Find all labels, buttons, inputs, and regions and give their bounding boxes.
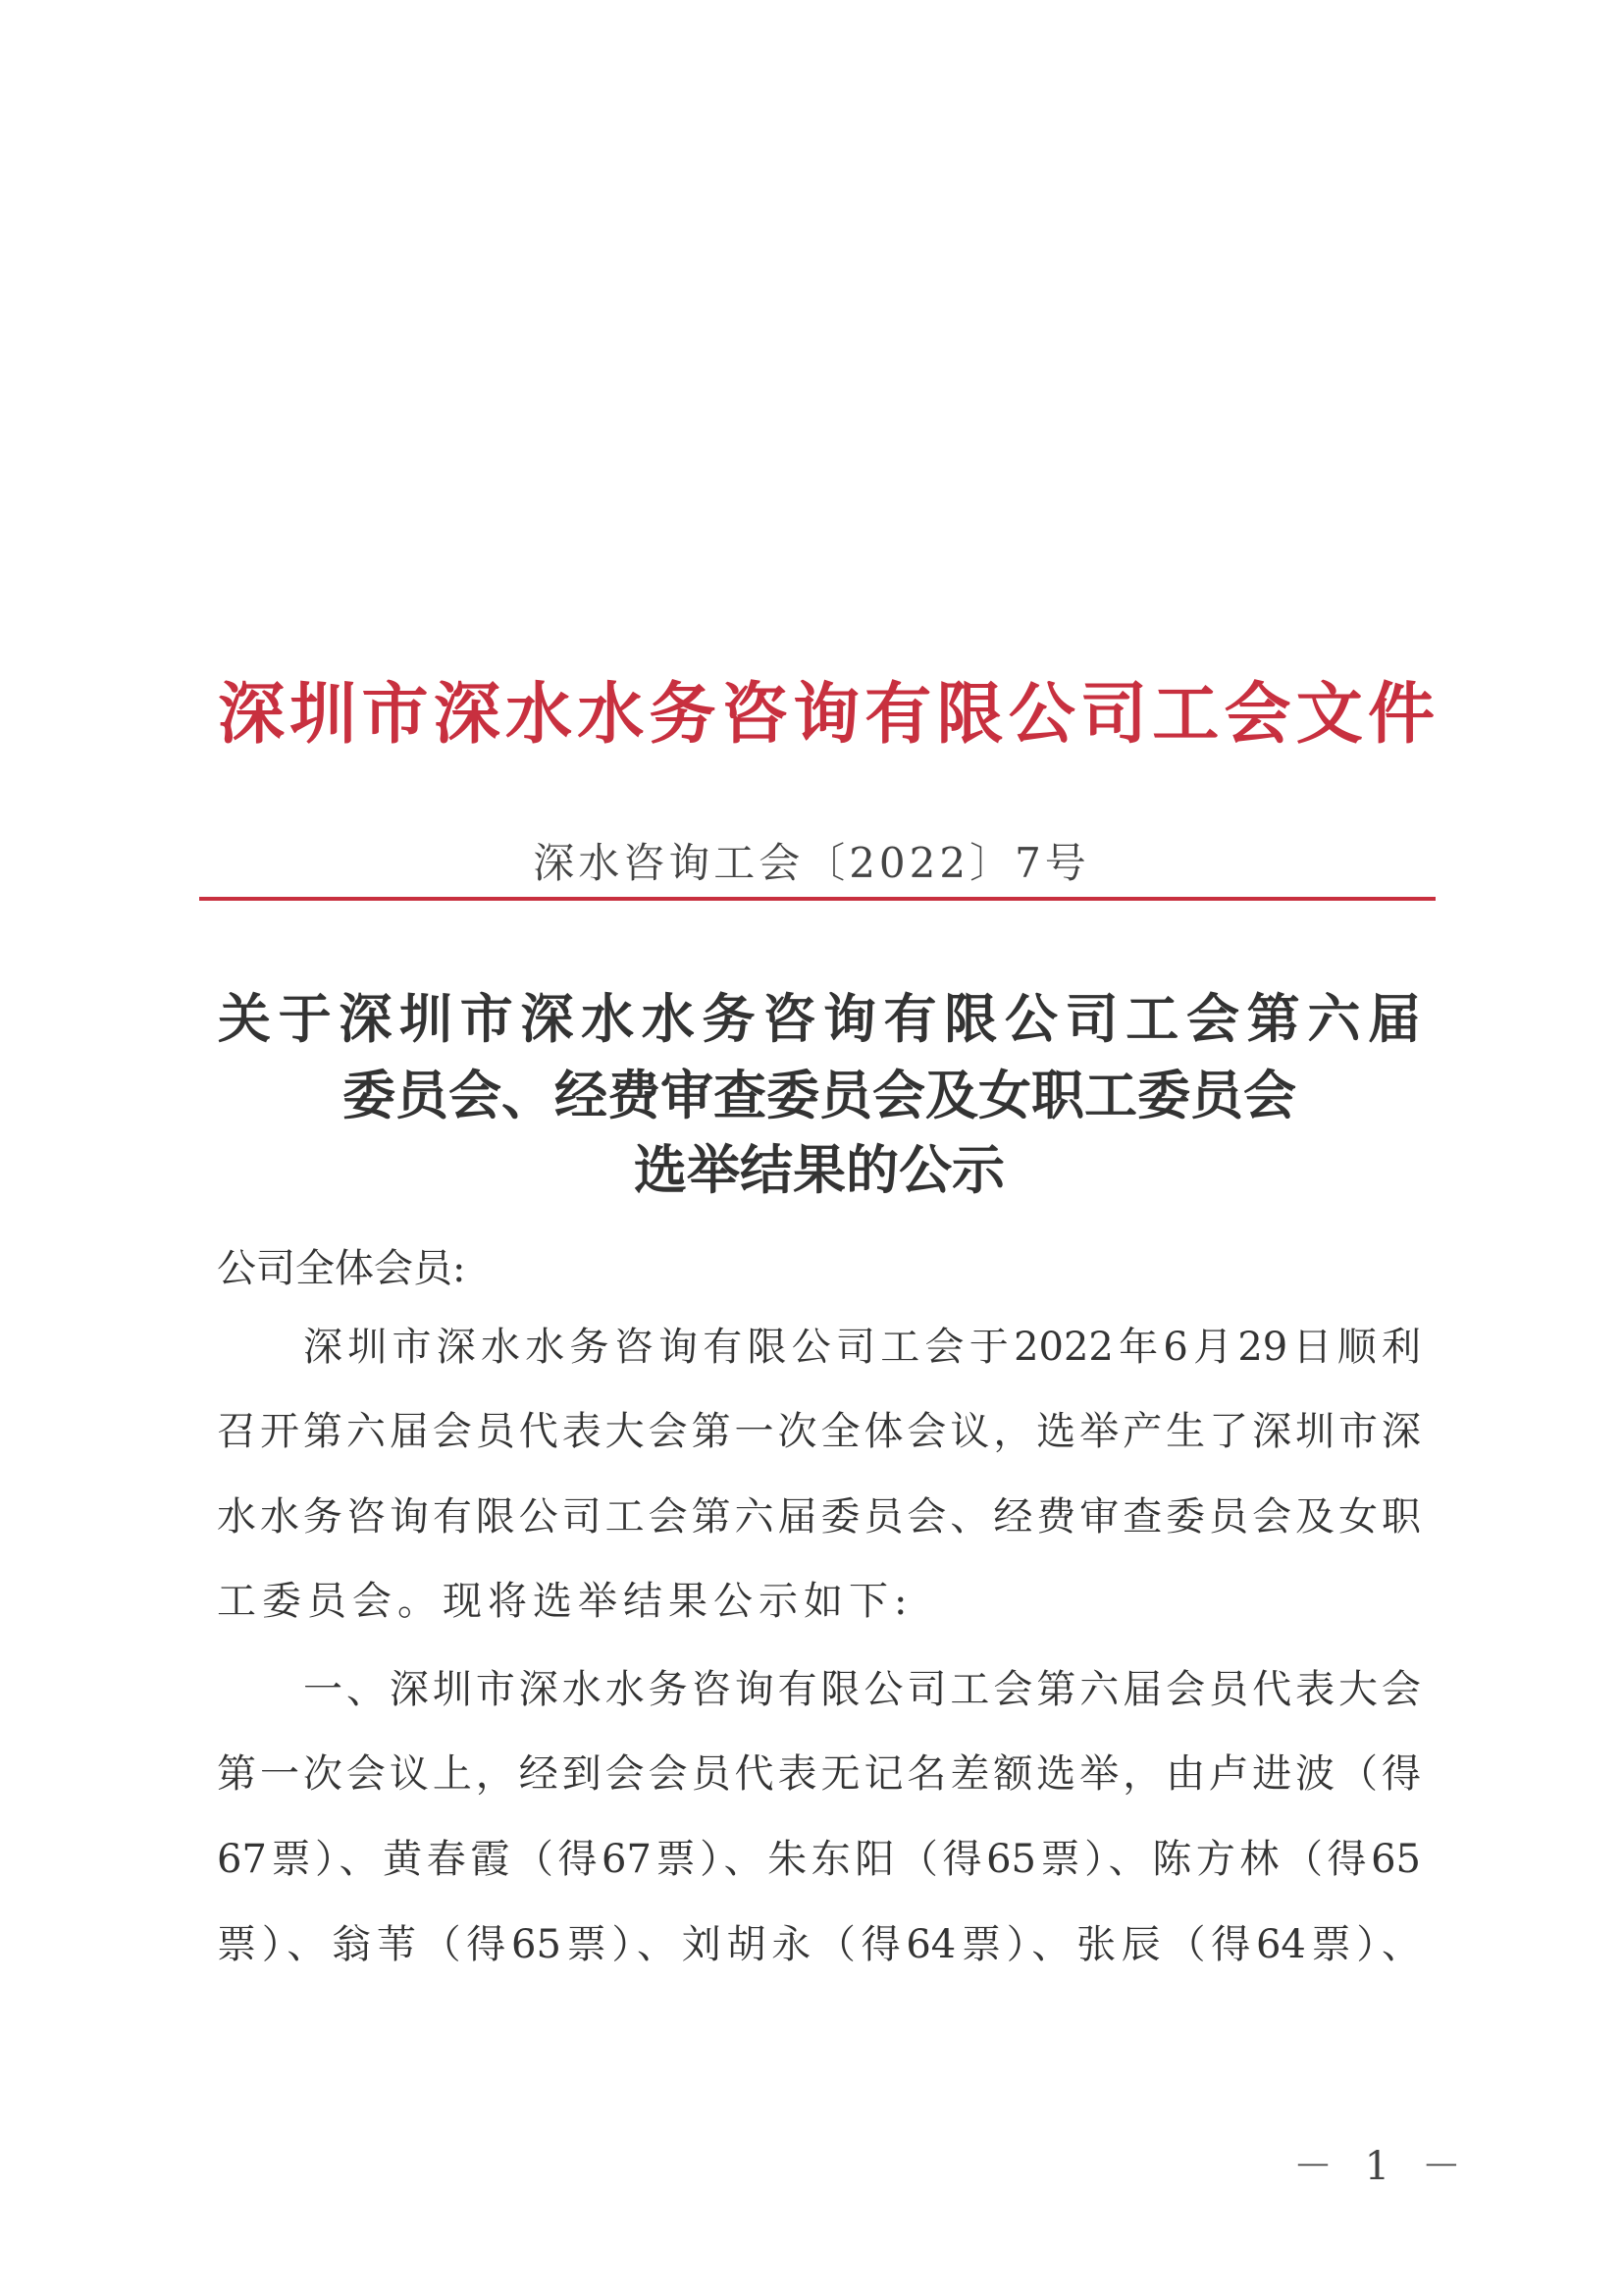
body-line: 召开第六届会员代表大会第一次全体会议，选举产生了深圳市深	[217, 1409, 1421, 1454]
salutation: 公司全体会员:	[217, 1246, 466, 1291]
header-divider	[199, 897, 1436, 901]
body-line: 工委员会。现将选举结果公示如下:	[217, 1579, 914, 1624]
body-line: 67票）、黄春霞（得67票）、朱东阳（得65票）、陈方林（得65	[217, 1837, 1421, 1882]
document-title-line-1: 关于深圳市深水水务咨询有限公司工会第六届	[218, 987, 1421, 1050]
body-line: 票）、翁苇（得65票）、刘胡永（得64票）、张辰（得64票）、	[217, 1922, 1421, 1967]
document-number: 深水咨询工会〔2022〕7号	[533, 839, 1090, 887]
body-line: 深圳市深水水务咨询有限公司工会于2022年6月29日顺利	[303, 1325, 1421, 1370]
org-document-header: 深圳市深水水务咨询有限公司工会文件	[218, 675, 1435, 754]
body-line: 水水务咨询有限公司工会第六届委员会、经费审查委员会及女职	[217, 1494, 1421, 1539]
document-title-line-3: 选举结果的公示	[634, 1138, 1005, 1201]
document-title-line-2: 委员会、经费审查委员会及女职工委员会	[342, 1064, 1296, 1126]
body-line: 一、深圳市深水水务咨询有限公司工会第六届会员代表大会	[303, 1667, 1421, 1712]
page-number: － 1 －	[1293, 2144, 1471, 2189]
body-line: 第一次会议上，经到会会员代表无记名差额选举，由卢进波（得	[217, 1751, 1421, 1797]
